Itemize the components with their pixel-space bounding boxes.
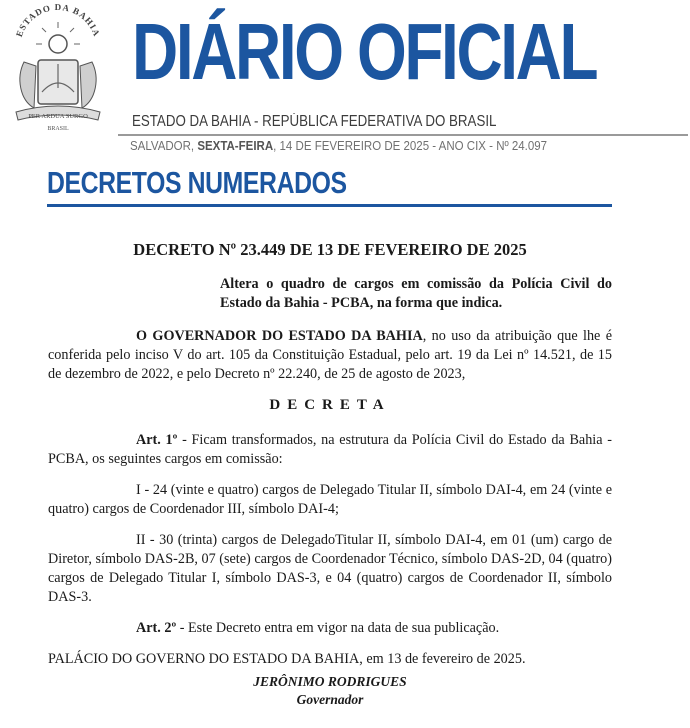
section-divider [47, 204, 612, 207]
article-1-item-i: I - 24 (vinte e quatro) cargos de Delegado Titular II, símbolo DAI-4, em 24 (vinte e quatro) cargos de Coordenador III, símbolo DAI-4; [48, 482, 612, 517]
header-divider [118, 134, 688, 136]
section-title: DECRETOS NUMERADOS [47, 165, 347, 200]
newspaper-header [0, 0, 690, 160]
decree-enactment: DECRETA [269, 397, 391, 413]
edition-dateline: SALVADOR, SEXTA-FEIRA, 14 DE FEVEREIRO DE 2025 - ANO CIX - Nº 24.097 [130, 139, 548, 153]
decree-preamble: O GOVERNADOR DO ESTADO DA BAHIA, no uso da atribuição que lhe é conferida pelo inciso V do art. 105 da Constituição Estadual, pelo art. 19 da Lei nº 14.521, de 15 de dezembro de 2022, e pelo Decreto nº 22.240, de 25 de agosto de 2023, [48, 328, 613, 382]
svg-text:ESTADO DA BAHIA: ESTADO DA BAHIA [13, 4, 103, 39]
article-1: Art. 1º - Ficam transformados, na estrutura da Polícia Civil do Estado da Bahia - PCBA, os seguintes cargos em comissão: [48, 432, 612, 467]
article-2: Art. 2º - Este Decreto entra em vigor na data de sua publicação. [136, 620, 500, 636]
decree-closing: PALÁCIO DO GOVERNO DO ESTADO DA BAHIA, em 13 de fevereiro de 2025. [48, 651, 526, 667]
signer-role: Governador [296, 692, 364, 707]
decree-title: DECRETO Nº 23.449 DE 13 DE FEVEREIRO DE 2025 [133, 240, 527, 259]
state-coat-of-arms-icon [6, 4, 110, 134]
signature-block [48, 673, 612, 709]
article-1-item-ii: II - 30 (trinta) cargos de DelegadoTitular II, símbolo DAI-4, em 01 (um) cargo de Diretor, símbolo DAS-2B, 07 (sete) cargos de Coordenador Técnico, símbolo DAS-2D, 04 (quatro) cargos de Delegado Titular I, símbolo DAS-3, e 04 (quatro) cargos de Coordenador II, símbolo DAS-3. [48, 532, 612, 605]
masthead-title: DIÁRIO OFICIAL [132, 7, 597, 96]
signer-name: JERÔNIMO RODRIGUES [253, 674, 407, 689]
decree-summary: Altera o quadro de cargos em comissão da Polícia Civil do Estado da Bahia - PCBA, na forma que indica. [220, 276, 612, 311]
svg-text:BRASIL: BRASIL [47, 126, 69, 132]
decree-body [48, 240, 612, 709]
masthead-subtitle: ESTADO DA BAHIA - REPÚBLICA FEDERATIVA DO BRASIL [132, 113, 497, 130]
svg-text:PER ARDUA SURGO: PER ARDUA SURGO [28, 113, 88, 120]
